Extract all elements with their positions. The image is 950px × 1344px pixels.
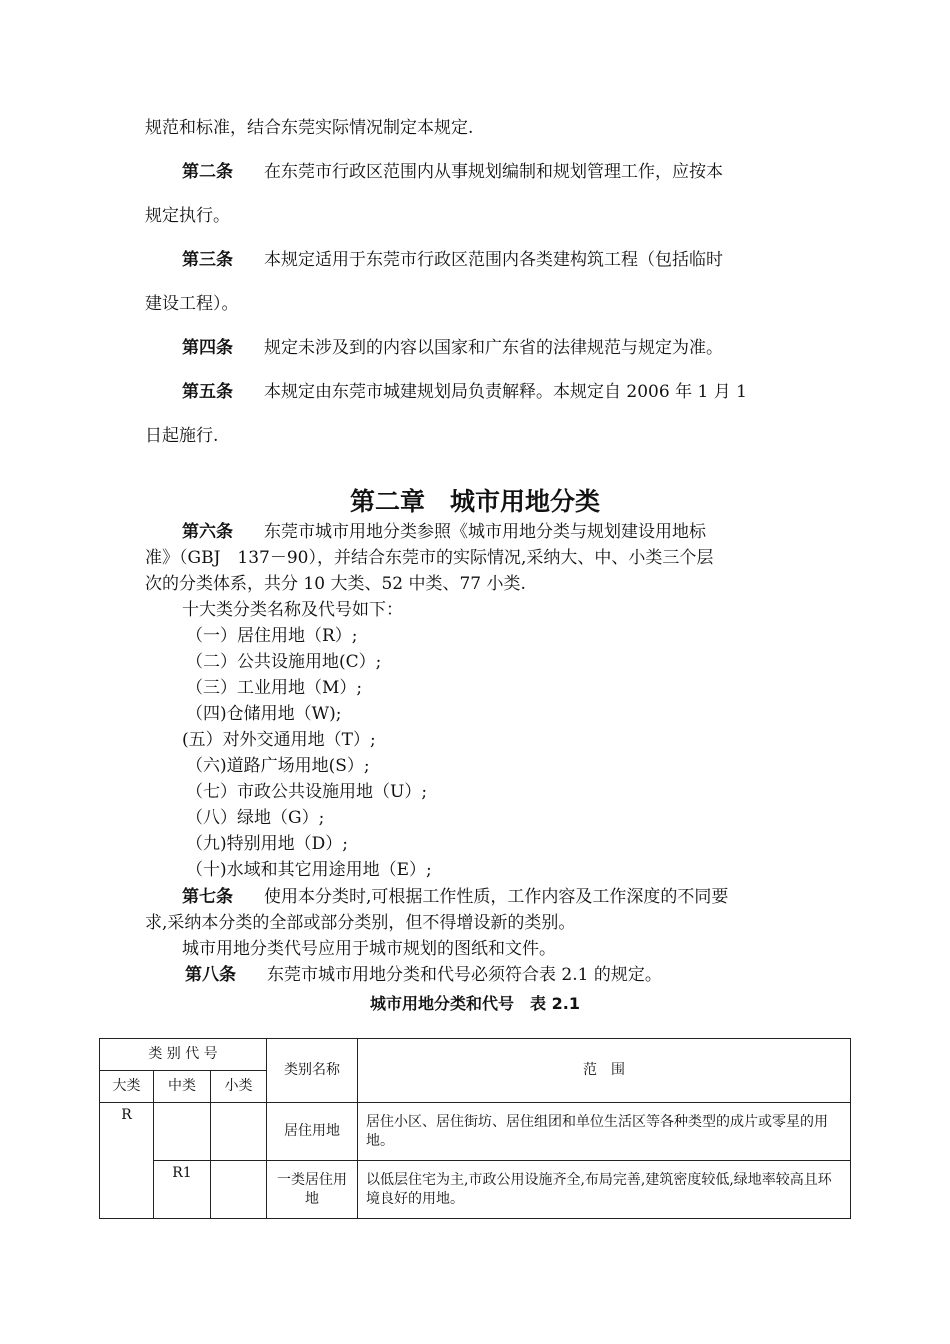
article-6	[182, 521, 706, 543]
table-caption: 城市用地分类和代号 表 2.1	[370, 994, 580, 1013]
table-row	[100, 1161, 851, 1219]
list-item: （六)道路广场用地(S）;	[186, 756, 370, 776]
article-3	[182, 249, 723, 271]
cell-range: 以低层住宅为主,市政公用设施齐全,布局完善,建筑密度较低,绿地率较高且环境良好的用地。	[358, 1161, 851, 1219]
list-item: （九)特别用地（D）;	[186, 834, 348, 854]
header-name: 类别名称	[267, 1039, 358, 1103]
cell-minor	[211, 1161, 267, 1219]
chapter-title: 第二章 城市用地分类	[349, 487, 600, 516]
article-text: 本规定由东莞市城建规划局负责解释。本规定自 2006 年 1 月 1	[264, 382, 747, 402]
article-heading: 第七条	[182, 887, 233, 907]
article-text: 东莞市城市用地分类和代号必须符合表 2.1 的规定。	[267, 965, 662, 985]
list-item: （七）市政公共设施用地（U）;	[186, 782, 428, 802]
cell-middle	[154, 1103, 211, 1161]
para-continuation: 规范和标准，结合东莞实际情况制定本规定.	[145, 118, 474, 138]
article-2-cont: 规定执行。	[145, 206, 230, 226]
article-heading: 第六条	[182, 522, 233, 542]
header-minor: 小类	[211, 1071, 267, 1103]
article-heading: 第二条	[182, 162, 233, 182]
header-range: 范 围	[358, 1039, 851, 1103]
list-item: （十)水域和其它用途用地（E）;	[186, 860, 432, 880]
article-7-line2: 求,采纳本分类的全部或部分类别，但不得增设新的类别。	[145, 913, 576, 933]
cell-middle: R1	[154, 1161, 211, 1219]
list-item: （四)仓储用地（W);	[186, 704, 342, 724]
article-4	[182, 337, 723, 359]
article-text: 在东莞市行政区范围内从事规划编制和规划管理工作，应按本	[264, 162, 723, 182]
cell-name: 居住用地	[267, 1103, 358, 1161]
article-6-line2: 准》（GBJ 137－90），并结合东莞市的实际情况,采纳大、中、小类三个层	[145, 548, 714, 568]
article-heading: 第四条	[182, 338, 233, 358]
list-intro: 十大类分类名称及代号如下：	[182, 600, 403, 620]
article-2	[182, 161, 723, 183]
land-use-table	[99, 1038, 851, 1219]
table-row	[100, 1103, 851, 1161]
article-text: 东莞市城市用地分类参照《城市用地分类与规划建设用地标	[264, 522, 706, 542]
cell-major: R	[100, 1103, 154, 1219]
cell-range: 居住小区、居住街坊、居住组团和单位生活区等各种类型的成片或零星的用地。	[358, 1103, 851, 1161]
list-item: （一）居住用地（R）;	[186, 626, 358, 646]
article-heading: 第五条	[182, 382, 233, 402]
header-major: 大类	[100, 1071, 154, 1103]
list-item: （三）工业用地（M）;	[186, 678, 363, 698]
list-item: （二）公共设施用地(C）;	[186, 652, 382, 672]
article-text: 规定未涉及到的内容以国家和广东省的法律规范与规定为准。	[264, 338, 723, 358]
article-text: 使用本分类时,可根据工作性质，工作内容及工作深度的不同要	[264, 887, 729, 907]
article-7-line3: 城市用地分类代号应用于城市规划的图纸和文件。	[182, 939, 556, 959]
header-middle: 中类	[154, 1071, 211, 1103]
article-7	[182, 886, 728, 908]
article-8	[185, 964, 662, 986]
list-item: （八）绿地（G）;	[186, 808, 325, 828]
article-6-line3: 次的分类体系，共分 10 大类、52 中类、77 小类.	[145, 574, 526, 594]
header-code: 类 别 代 号	[100, 1039, 267, 1071]
article-5-cont: 日起施行.	[145, 426, 219, 446]
cell-name: 一类居住用地	[267, 1161, 358, 1219]
list-item: (五）对外交通用地（T）;	[182, 730, 376, 750]
article-text: 本规定适用于东莞市行政区范围内各类建构筑工程（包括临时	[264, 250, 723, 270]
article-heading: 第八条	[185, 965, 236, 985]
article-heading: 第三条	[182, 250, 233, 270]
table-header-row	[100, 1039, 851, 1071]
cell-minor	[211, 1103, 267, 1161]
article-5	[182, 381, 747, 403]
article-3-cont: 建设工程）。	[145, 294, 239, 314]
